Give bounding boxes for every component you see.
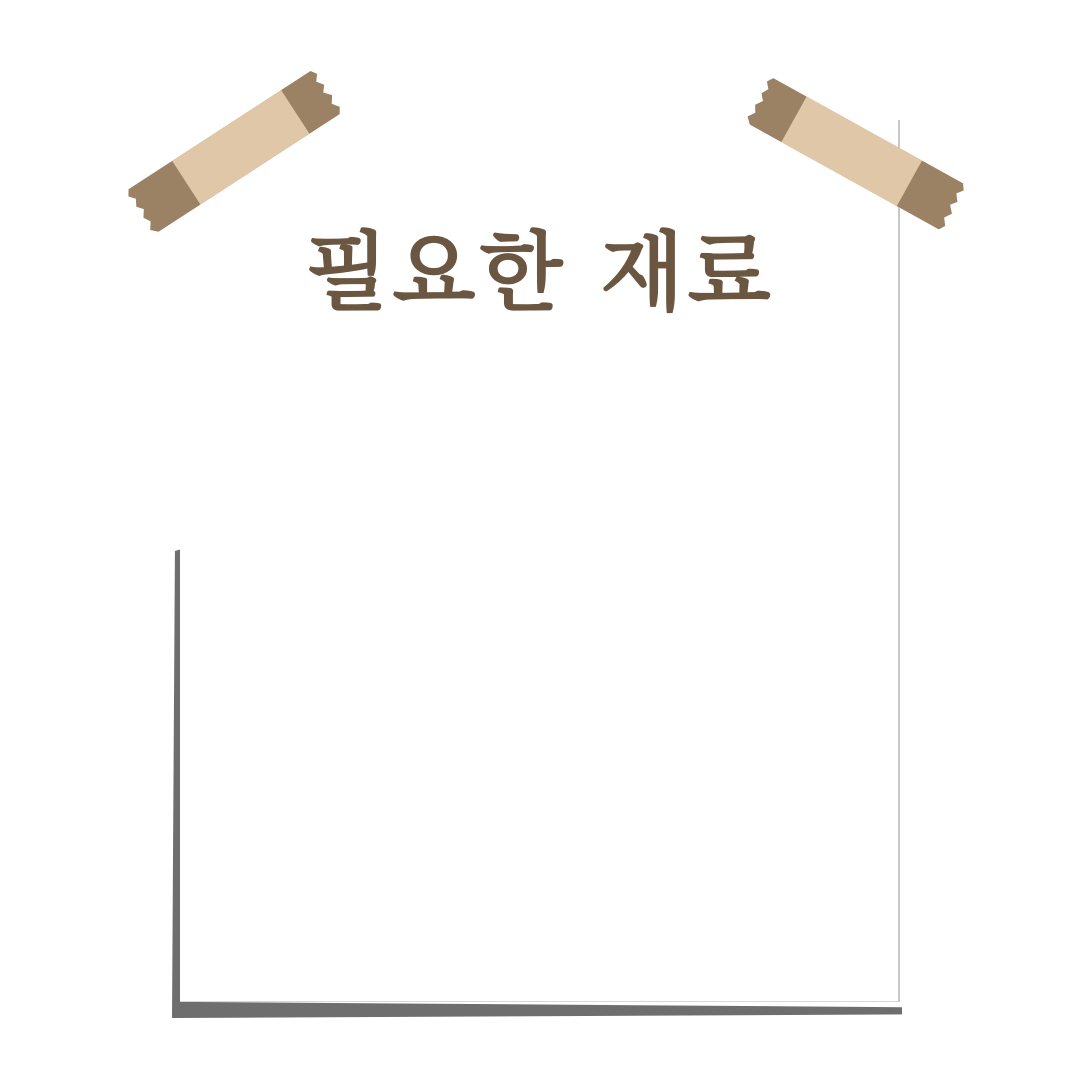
note-title: 필요한 재료 bbox=[305, 223, 775, 323]
